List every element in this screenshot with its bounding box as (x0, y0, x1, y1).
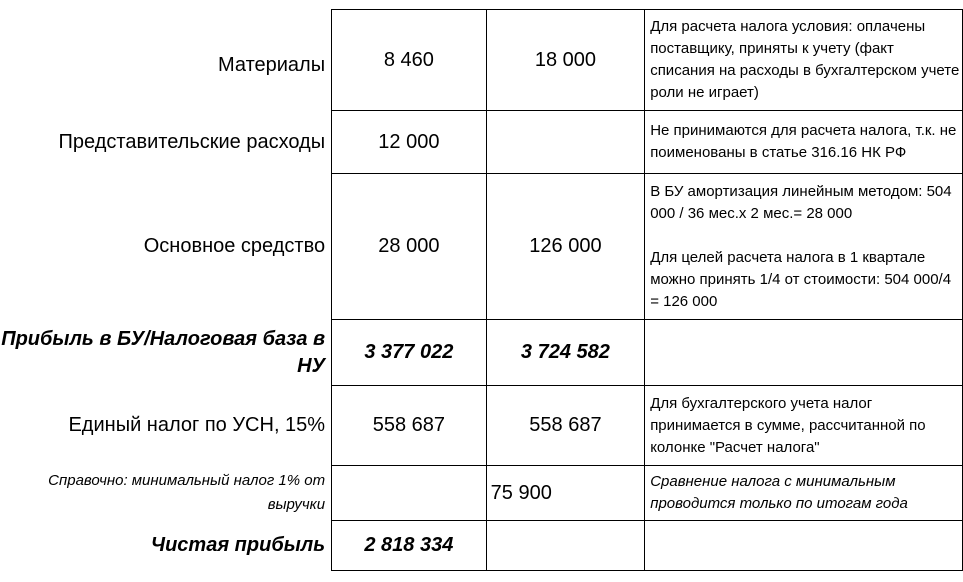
comment-text: Не принимаются для расчета налога, т.к. не поименованы в статье 316.16 НК РФ (650, 122, 957, 161)
comment-text: Сравнение налога с минимальным проводится только по итогам года (650, 473, 908, 512)
tax-comparison-table (0, 9, 963, 571)
bu-value: 12 000 (332, 111, 487, 174)
comment-cell (645, 111, 963, 174)
row-label-net-profit: Чистая прибыль (150, 534, 326, 556)
bu-value: 3 377 022 (332, 320, 487, 386)
comment-cell (645, 320, 963, 386)
table-row (0, 320, 963, 386)
comment-cell (645, 521, 963, 571)
comment-text: Для целей расчета налога в 1 квартале можно принять 1/4 от стоимости: 504 000/4 = 126 000 (650, 248, 952, 310)
nu-value: 18 000 (486, 10, 645, 111)
row-label-representative-expenses: Представительские расходы (58, 130, 326, 153)
comment-text: Для расчета налога условия: оплачены поставщику, приняты к учету (факт списания на расходы в бухгалтерском учете роли не играет) (650, 18, 960, 101)
comment-cell (645, 386, 963, 466)
table-row (0, 10, 963, 111)
bu-value: 2 818 334 (332, 521, 487, 571)
bu-value: 28 000 (332, 174, 487, 320)
nu-value (486, 521, 645, 571)
table-row (0, 466, 963, 521)
comment-text: В БУ амортизация линейным методом: 504 000 / 36 мес.х 2 мес.= 28 000 (650, 182, 952, 222)
row-label-minimum-tax: Справочно: минимальный налог 1% от выручки (48, 472, 326, 513)
table-row (0, 111, 963, 174)
nu-value: 3 724 582 (486, 320, 645, 386)
bu-value: 558 687 (332, 386, 487, 466)
row-label-fixed-asset: Основное средство (143, 235, 326, 257)
nu-value (486, 111, 645, 174)
bu-value (332, 466, 487, 521)
comment-cell (645, 174, 963, 320)
nu-value: 75 900 (486, 466, 645, 521)
table-row (0, 386, 963, 466)
comment-text: Для бухгалтерского учета налог принимается в сумме, рассчитанной по колонке "Расчет налога" (650, 394, 926, 456)
bu-value: 8 460 (332, 10, 487, 111)
row-label-single-tax: Единый налог по УСН, 15% (68, 414, 326, 436)
nu-value: 126 000 (486, 174, 645, 320)
table-row (0, 174, 963, 320)
comment-cell (645, 466, 963, 521)
row-label-profit-tax-base: Прибыль в БУ/Налоговая база в НУ (1, 327, 326, 377)
row-label-materials: Материалы (218, 53, 326, 76)
comment-cell (645, 10, 963, 111)
nu-value: 558 687 (486, 386, 645, 466)
table-row (0, 521, 963, 571)
